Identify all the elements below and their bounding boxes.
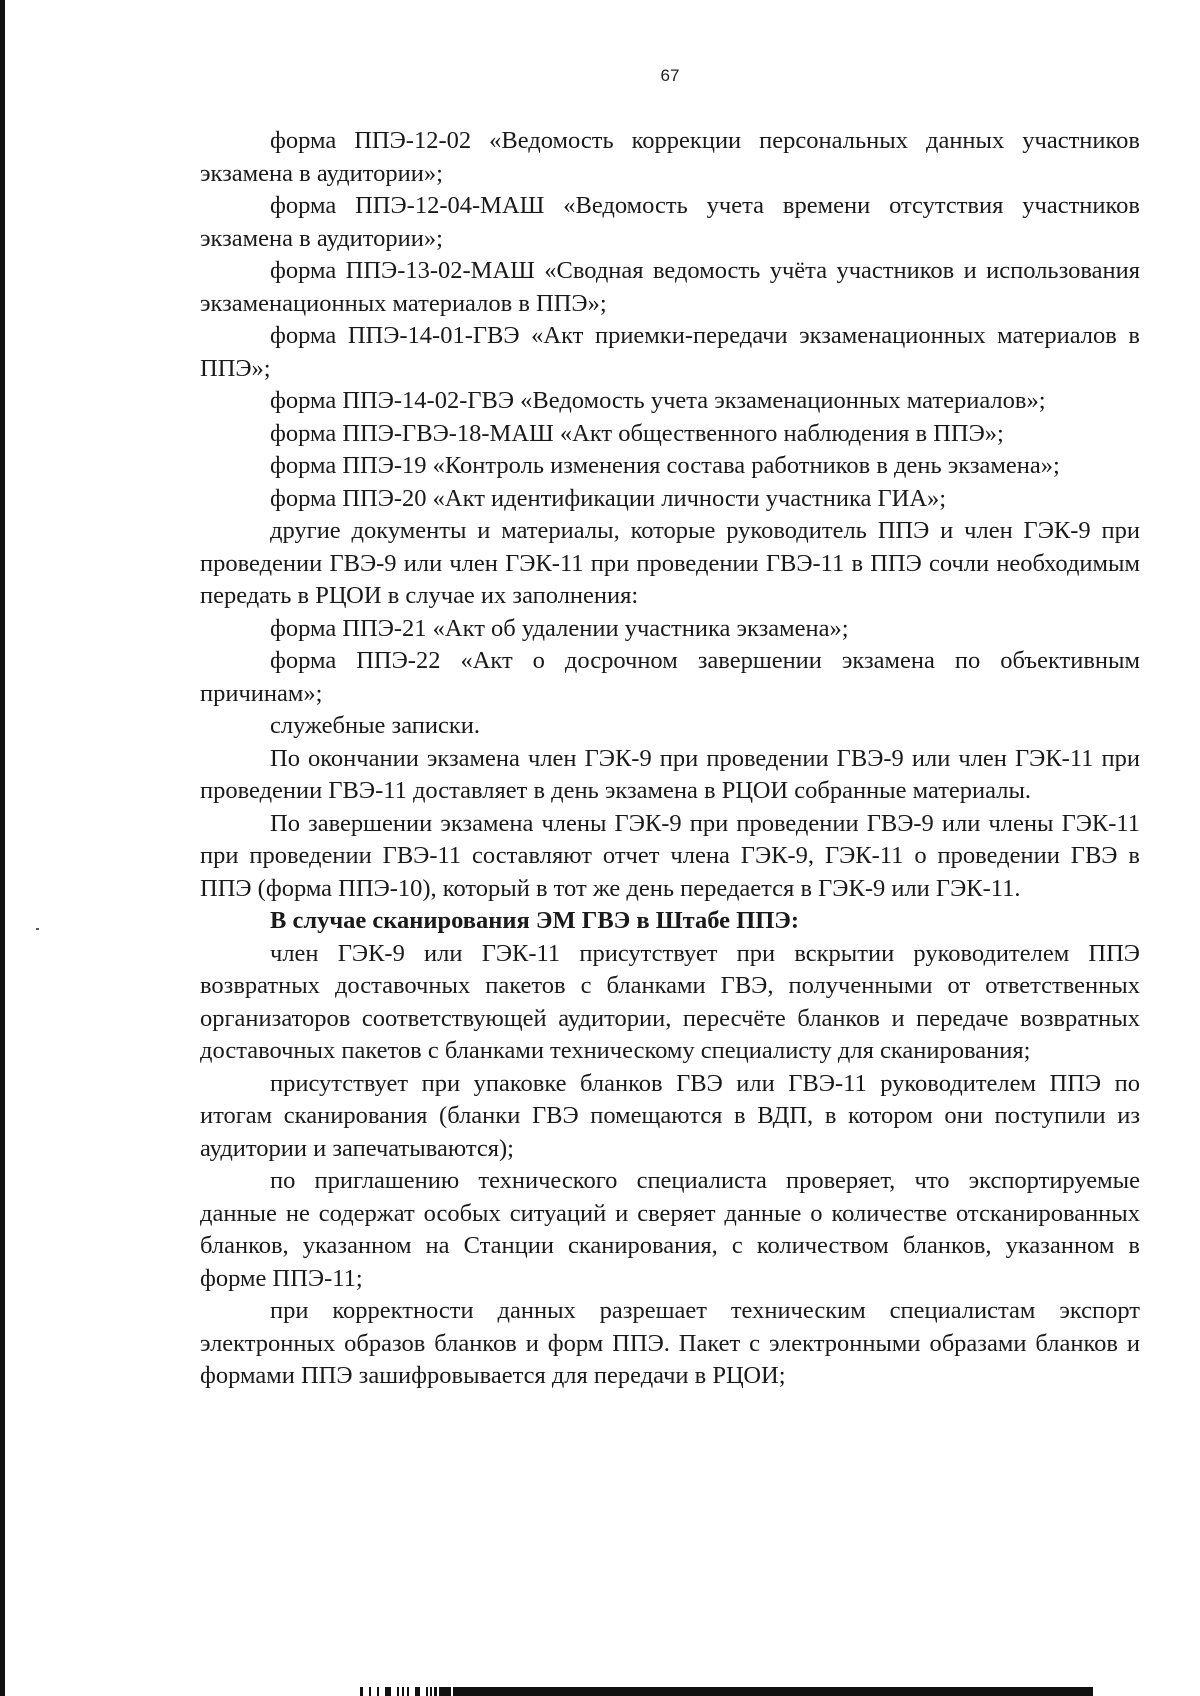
paragraph-export: при корректности данных разрешает техническим специалистам экспорт электронных образов бланков и форм ППЭ. Пакет с электронными образами бланков и формами ППЭ зашифровывается для передачи в РЦОИ; bbox=[200, 1297, 1140, 1389]
document-body bbox=[200, 125, 1140, 1393]
paragraph-form-21: форма ППЭ-21 «Акт об удалении участника экзамена»; bbox=[270, 614, 849, 642]
paragraph-opening-packages: член ГЭК-9 или ГЭК-11 присутствует при вскрытии руководителем ППЭ возвратных доставочных пакетов с бланками ГВЭ, полученными от ответственных организаторов соответствующей аудитории, пересчёте бланков и передаче возвратных доставочных пакетов с бланками техническому специалисту для сканирования; bbox=[200, 939, 1140, 1064]
paragraph-report: По завершении экзамена члены ГЭК-9 при проведении ГВЭ-9 или члены ГЭК-11 при проведении ГВЭ-11 составляют отчет члена ГЭК-9, ГЭК-11 о проведении ГВЭ в ППЭ (форма ППЭ-10), который в тот же день передается в ГЭК-9 или ГЭК-11. bbox=[200, 809, 1140, 902]
paragraph-form-20: форма ППЭ-20 «Акт идентификации личности участника ГИА»; bbox=[270, 484, 947, 512]
page-number: 67 bbox=[660, 66, 680, 85]
scan-edge bbox=[0, 0, 5, 1696]
paragraph-service-notes: служебные записки. bbox=[270, 712, 481, 739]
scan-speck bbox=[36, 928, 39, 930]
paragraph-form-18: форма ППЭ-ГВЭ-18-МАШ «Акт общественного наблюдения в ППЭ»; bbox=[270, 419, 1004, 447]
paragraph-form-14-01: форма ППЭ-14-01-ГВЭ «Акт приемки-передачи экзаменационных материалов в ППЭ»; bbox=[200, 322, 1140, 382]
paragraph-other-documents: другие документы и материалы, которые руководитель ППЭ и член ГЭК-9 при проведении ГВЭ-9 или член ГЭК-11 при проведении ГВЭ-11 в ППЭ сочли необходимым передать в РЦОИ в случае их заполнения: bbox=[200, 517, 1140, 609]
paragraph-packing: присутствует при упаковке бланков ГВЭ или ГВЭ-11 руководителем ППЭ по итогам сканирования (бланки ГВЭ помещаются в ВДП, в котором они поступили из аудитории и запечатываются); bbox=[200, 1069, 1140, 1162]
paragraph-delivery: По окончании экзамена член ГЭК-9 при проведении ГВЭ-9 или член ГЭК-11 при проведении ГВЭ-11 доставляет в день экзамена в РЦОИ собранные материалы. bbox=[200, 744, 1140, 804]
paragraph-verification: по приглашению технического специалиста проверяет, что экспортируемые данные не содержат особых ситуаций и сверяет данные о количестве отсканированных бланков, указанном на Станции сканирования, с количеством бланков, указанном в форме ППЭ-11; bbox=[200, 1167, 1140, 1292]
paragraph-form-19: форма ППЭ-19 «Контроль изменения состава работников в день экзамена»; bbox=[270, 452, 1060, 479]
paragraph-form-14-02: форма ППЭ-14-02-ГВЭ «Ведомость учета экзаменационных материалов»; bbox=[270, 387, 1046, 414]
paragraph-form-13-02: форма ППЭ-13-02-МАШ «Сводная ведомость учёта участников и использования экзаменационных материалов в ППЭ»; bbox=[200, 257, 1140, 317]
scan-barcode bbox=[360, 1687, 1200, 1696]
paragraph-form-12-04: форма ППЭ-12-04-МАШ «Ведомость учета времени отсутствия участников экзамена в аудитории»; bbox=[200, 192, 1140, 252]
paragraph-form-22: форма ППЭ-22 «Акт о досрочном завершении экзамена по объективным причинам»; bbox=[200, 647, 1140, 707]
section-heading-scanning: В случае сканирования ЭМ ГВЭ в Штабе ППЭ: bbox=[270, 907, 800, 934]
paragraph-form-12-02: форма ППЭ-12-02 «Ведомость коррекции персональных данных участников экзамена в аудитории»; bbox=[200, 127, 1140, 187]
